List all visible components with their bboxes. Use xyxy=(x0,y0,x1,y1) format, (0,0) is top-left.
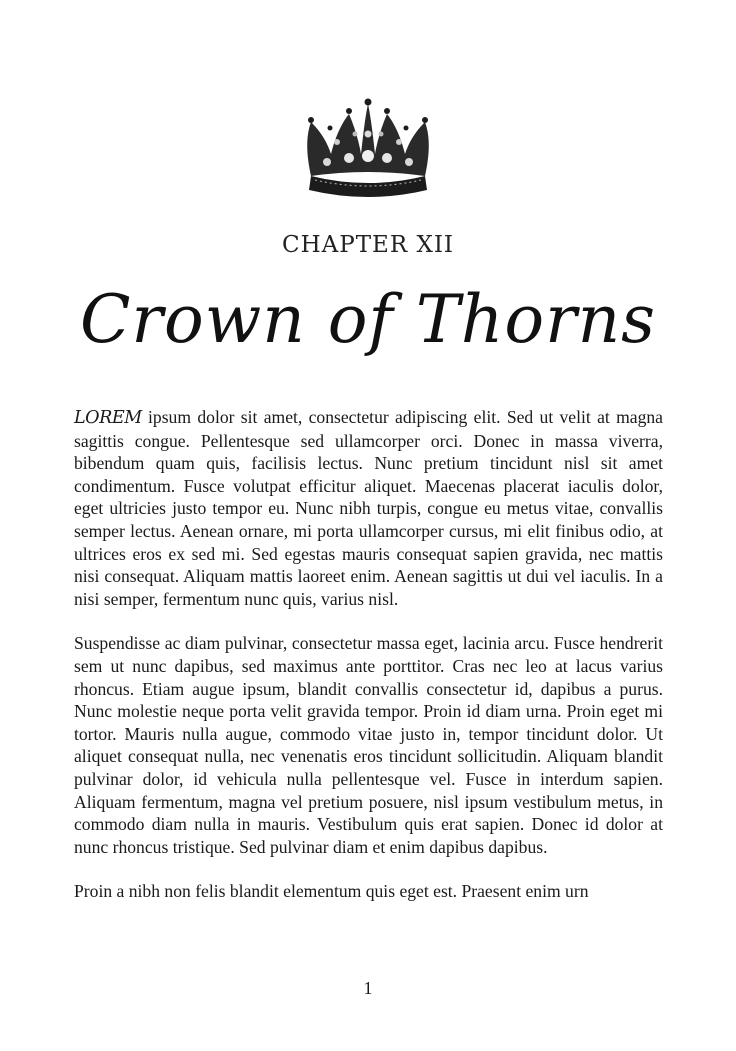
paragraph: Proin a nibh non felis blandit elementum quis eget est. Praesent enim urn xyxy=(74,881,589,902)
paragraph-text: ipsum dolor sit amet, consectetur adipiscing elit. Sed ut velit at magna sagittis congue. Pellentesque sed ullamcorper orci. Donec in massa viverra, bibendum quam quis, facilisis lectus. Nunc pretium tincidunt nisl sit amet condimentum. Fusce volutpat efficitur aliquet. Maecenas placerat iaculis dolor, eget ultricies justo tempor eu. Nunc nibh turpis, congue eu metus vitae, convallis semper lectus. Aenean ornare, mi porta ullamcorper cursus, mi elit finibus odio, at ultrices eros ex sed mi. Sed egestas mauris consequat sapien gravida, nec mattis nisi consequat. Aliquam mattis laoreet enim. Aenean sagittis ut dui vel iaculis. In a nisi semper, fermentum nunc quis, varius nisl. xyxy=(74,407,663,609)
body-text xyxy=(74,406,663,925)
paragraph xyxy=(74,406,663,610)
chapter-title: Crown of Thorns xyxy=(79,281,657,358)
paragraph: Suspendisse ac diam pulvinar, consectetur massa eget, lacinia arcu. Fusce hendrerit sem ut nunc dapibus, sed maximus ante porttitor. Cras nec leo at lacus varius rhoncus. Etiam augue ipsum, blandit convallis consectetur id, dapibus a purus. Nunc molestie neque porta velit gravida tempor. Proin id diam urna. Proin eget mi tortor. Mauris nulla augue, commodo vitae justo in, tempor tincidunt dolor. Ut aliquet consequat nulla, nec venenatis eros tincidunt sollicitudin. Aliquam blandit pulvinar dolor, id vehicula nulla pellentesque vel. Fusce in interdum sapien. Aliquam fermentum, magna vel pretium posuere, nisl ipsum vestibulum metus, in commodo diam nulla in mauris. Vestibulum quis erat sapien. Donec id dolor at nunc rhoncus tristique. Sed pulvinar diam et enim dapibus dapibus. xyxy=(74,633,663,857)
crown-icon xyxy=(297,98,439,202)
dropcap-word: LOREM xyxy=(74,408,142,428)
chapter-label: CHAPTER XII xyxy=(281,232,455,258)
page-number: 1 xyxy=(363,978,373,998)
